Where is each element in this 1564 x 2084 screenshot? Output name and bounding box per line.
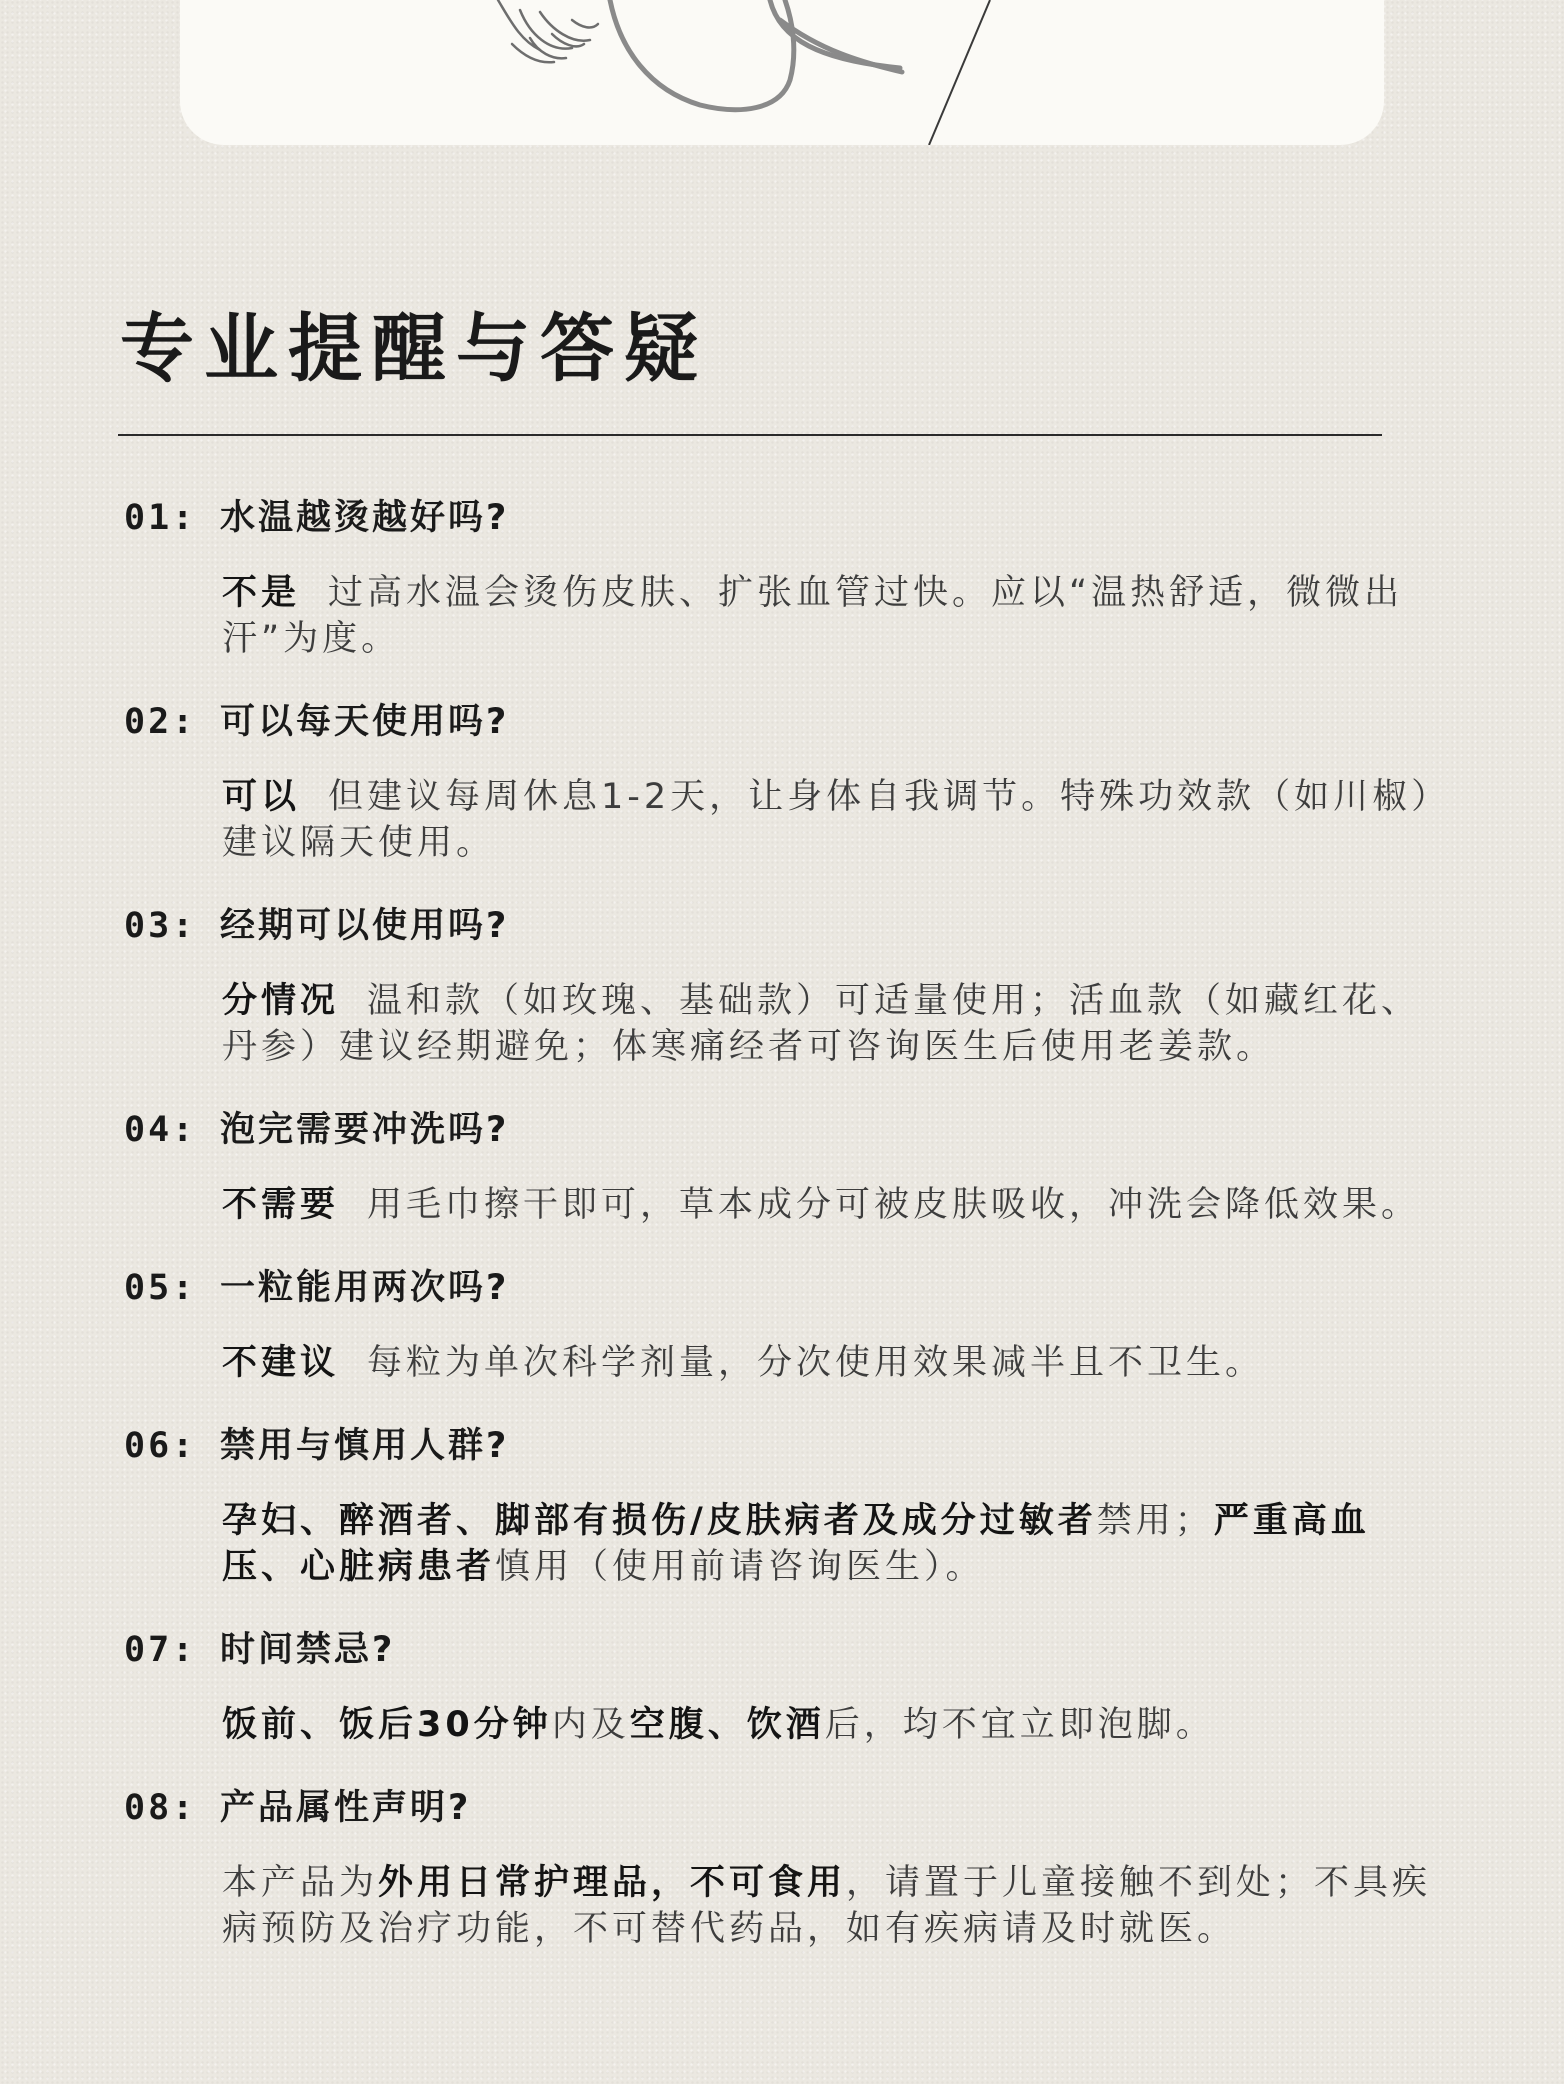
section-title: 专业提醒与答疑	[120, 306, 708, 392]
faq-answer-verdict: 分情况	[222, 981, 340, 1021]
faq-question-text: 时间禁忌?	[220, 1630, 396, 1670]
faq-number: 03:	[124, 906, 197, 946]
faq-answer-verdict: 不是	[222, 573, 301, 613]
faq-number: 01:	[124, 498, 197, 538]
faq-answer	[222, 1498, 1442, 1590]
faq-item	[124, 1422, 1444, 1590]
faq-answer-text: 慎用（使用前请咨询医生）。	[495, 1547, 985, 1587]
faq-answer	[222, 570, 1442, 662]
foot-soaking-illustration	[180, 0, 1384, 145]
faq-number: 02:	[124, 702, 197, 742]
faq-answer-text: 过高水温会烫伤皮肤、扩张血管过快。应以“温热舒适，微微出汗”为度。	[222, 573, 1404, 659]
faq-answer-text: 但建议每周休息1-2天，让身体自我调节。特殊功效款（如川椒）建议隔天使用。	[222, 777, 1433, 863]
faq-question	[124, 1264, 1444, 1312]
faq-answer-verdict: 不建议	[222, 1343, 340, 1383]
faq-item	[124, 494, 1444, 662]
faq-answer	[222, 978, 1442, 1070]
faq-number: 05:	[124, 1268, 197, 1308]
faq-number: 08:	[124, 1788, 197, 1828]
faq-question-text: 一粒能用两次吗?	[220, 1268, 510, 1308]
faq-answer-verdict: 不需要	[222, 1185, 340, 1225]
faq-answer-text: 内及	[551, 1705, 630, 1745]
faq-answer-emphasis: 孕妇、醉酒者、脚部有损伤/皮肤病者及成分过敏者	[222, 1501, 1097, 1541]
faq-answer-text: 后，均不宜立即泡脚。	[824, 1705, 1215, 1745]
title-divider	[118, 434, 1382, 436]
faq-item	[124, 1106, 1444, 1228]
faq-answer-text: 温和款（如玫瑰、基础款）可适量使用；活血款（如藏红花、丹参）建议经期避免；体寒痛经者可咨询医生后使用老姜款。	[222, 981, 1421, 1067]
faq-question-text: 水温越烫越好吗?	[220, 498, 510, 538]
faq-answer	[222, 1340, 1442, 1386]
faq-answer	[222, 1860, 1442, 1952]
faq-question-text: 经期可以使用吗?	[220, 906, 510, 946]
faq-answer-verdict: 可以	[222, 777, 301, 817]
faq-answer-text: 用毛巾擦干即可，草本成分可被皮肤吸收，冲洗会降低效果。	[367, 1185, 1421, 1225]
faq-item	[124, 698, 1444, 866]
faq-item	[124, 902, 1444, 1070]
faq-question	[124, 698, 1444, 746]
faq-question-text: 可以每天使用吗?	[220, 702, 510, 742]
faq-answer-emphasis: 饭前、饭后30分钟	[222, 1705, 552, 1745]
faq-list	[124, 494, 1444, 1988]
faq-question-text: 泡完需要冲洗吗?	[220, 1110, 510, 1150]
faq-question-text: 禁用与慎用人群?	[220, 1426, 510, 1466]
faq-answer-text: ，请置于儿童接触不到处；不具疾病预防及治疗功能，不可替代药品，如有疾病请及时就医。	[222, 1863, 1432, 1949]
faq-question	[124, 1422, 1444, 1470]
faq-question	[124, 1106, 1444, 1154]
faq-number: 06:	[124, 1426, 197, 1466]
faq-question	[124, 1784, 1444, 1832]
faq-number: 04:	[124, 1110, 197, 1150]
faq-item	[124, 1626, 1444, 1748]
faq-answer	[222, 1702, 1442, 1748]
faq-question-text: 产品属性声明?	[220, 1788, 472, 1828]
faq-question	[124, 1626, 1444, 1674]
faq-question	[124, 902, 1444, 950]
faq-answer-emphasis: 严重高血压、心脏病患者	[222, 1501, 1370, 1587]
faq-answer-emphasis: 外用日常护理品，不可食用	[378, 1863, 847, 1903]
top-illustration-card	[180, 0, 1384, 145]
faq-answer-text: 禁用；	[1096, 1501, 1214, 1541]
faq-answer-text: 本产品为	[222, 1863, 379, 1903]
faq-item	[124, 1784, 1444, 1952]
faq-item	[124, 1264, 1444, 1386]
faq-number: 07:	[124, 1630, 197, 1670]
faq-answer	[222, 774, 1442, 866]
faq-answer	[222, 1182, 1442, 1228]
faq-answer-emphasis: 空腹、饮酒	[629, 1705, 825, 1745]
faq-question	[124, 494, 1444, 542]
faq-answer-text: 每粒为单次科学剂量，分次使用效果减半且不卫生。	[367, 1343, 1265, 1383]
